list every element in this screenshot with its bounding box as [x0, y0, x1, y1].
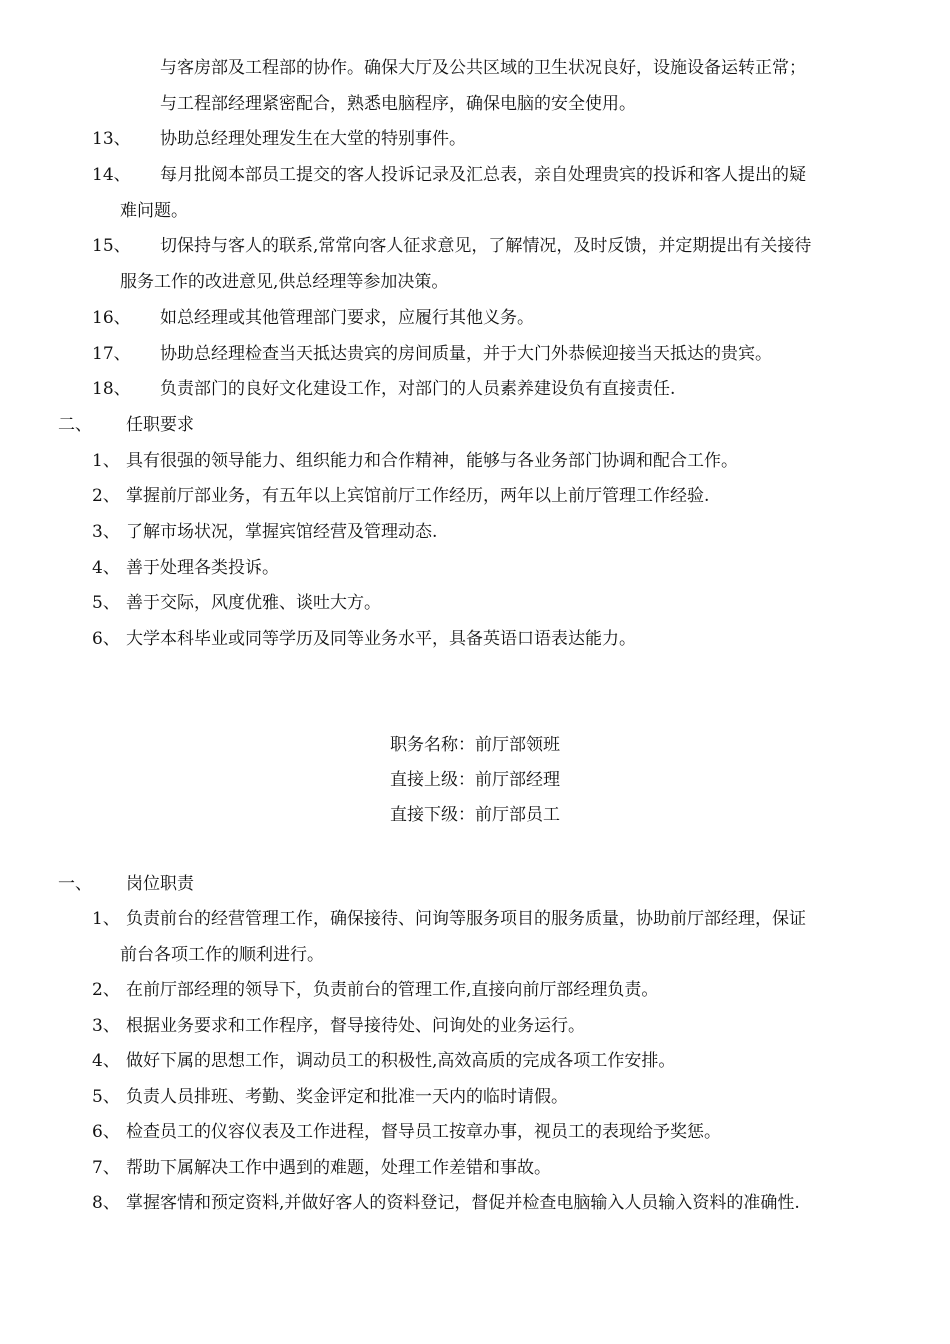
duty-number: 17、 [92, 344, 131, 364]
requirement-number: 6、 [92, 629, 120, 649]
duty-number: 1、 [92, 909, 120, 929]
position-superior: 直接上级：前厅部经理 [390, 770, 560, 790]
duty-number: 5、 [92, 1087, 120, 1107]
duty-text: 做好下属的思想工作，调动员工的积极性,高效高质的完成各项工作安排。 [126, 1051, 676, 1071]
duty-number: 7、 [92, 1158, 120, 1178]
requirement-text: 具有很强的领导能力、组织能力和合作精神，能够与各业务部门协调和配合工作。 [126, 451, 738, 471]
duty-text: 如总经理或其他管理部门要求，应履行其他义务。 [160, 308, 534, 328]
requirement-text: 善于交际，风度优雅、谈吐大方。 [126, 593, 381, 613]
duty-text: 帮助下属解决工作中遇到的难题，处理工作差错和事故。 [126, 1158, 551, 1178]
duty-number: 14、 [92, 165, 131, 185]
duty-number: 15、 [92, 236, 131, 256]
duty-number: 4、 [92, 1051, 120, 1071]
continuation-line-2: 与工程部经理紧密配合，熟悉电脑程序，确保电脑的安全使用。 [160, 94, 636, 114]
requirement-number: 1、 [92, 451, 120, 471]
duty-number: 16、 [92, 308, 131, 328]
continuation-line-1: 与客房部及工程部的协作。确保大厅及公共区域的卫生状况良好，设施设备运转正常； [160, 58, 806, 78]
duty-text: 负责人员排班、考勤、奖金评定和批准一天内的临时请假。 [126, 1087, 568, 1107]
duty-text: 负责前台的经营管理工作，确保接待、问询等服务项目的服务质量，协助前厅部经理，保证 [126, 909, 806, 929]
duty-text: 切保持与客人的联系,常常向客人征求意见，了解情况，及时反馈，并定期提出有关接待 [160, 236, 812, 256]
duty-number: 8、 [92, 1193, 120, 1213]
requirement-number: 5、 [92, 593, 120, 613]
duty-text: 根据业务要求和工作程序，督导接待处、问询处的业务运行。 [126, 1016, 585, 1036]
duty-text: 在前厅部经理的领导下，负责前台的管理工作,直接向前厅部经理负责。 [126, 980, 659, 1000]
duty-text: 协助总经理检查当天抵达贵宾的房间质量，并于大门外恭候迎接当天抵达的贵宾。 [160, 344, 772, 364]
requirement-text: 善于处理各类投诉。 [126, 558, 279, 578]
duty-number: 2、 [92, 980, 120, 1000]
duty-number: 18、 [92, 379, 131, 399]
duty-text: 每月批阅本部员工提交的客人投诉记录及汇总表，亲自处理贵宾的投诉和客人提出的疑 [160, 165, 806, 185]
requirement-text: 大学本科毕业或同等学历及同等业务水平，具备英语口语表达能力。 [126, 629, 636, 649]
position-subordinate: 直接下级：前厅部员工 [390, 805, 560, 825]
duty-number: 6、 [92, 1122, 120, 1142]
section-number: 一、 [58, 874, 92, 894]
duty-text: 负责部门的良好文化建设工作，对部门的人员素养建设负有直接责任. [160, 379, 676, 399]
duty-text-wrap: 前台各项工作的顺利进行。 [120, 945, 324, 965]
duty-text-wrap: 难问题。 [120, 201, 188, 221]
duty-number: 3、 [92, 1016, 120, 1036]
duty-text: 协助总经理处理发生在大堂的特别事件。 [160, 129, 466, 149]
section-title: 岗位职责 [126, 874, 194, 894]
requirement-text: 了解市场状况，掌握宾馆经营及管理动态. [126, 522, 438, 542]
requirement-number: 3、 [92, 522, 120, 542]
section-title: 任职要求 [126, 415, 194, 435]
position-name: 职务名称：前厅部领班 [390, 735, 560, 755]
duty-text-wrap: 服务工作的改进意见,供总经理等参加决策。 [120, 272, 449, 292]
duty-text: 掌握客情和预定资料,并做好客人的资料登记，督促并检查电脑输入人员输入资料的准确性. [126, 1193, 800, 1213]
duty-number: 13、 [92, 129, 131, 149]
requirement-text: 掌握前厅部业务，有五年以上宾馆前厅工作经历，两年以上前厅管理工作经验. [126, 486, 710, 506]
requirement-number: 4、 [92, 558, 120, 578]
duty-text: 检查员工的仪容仪表及工作进程，督导员工按章办事，视员工的表现给予奖惩。 [126, 1122, 721, 1142]
section-number: 二、 [58, 415, 92, 435]
requirement-number: 2、 [92, 486, 120, 506]
